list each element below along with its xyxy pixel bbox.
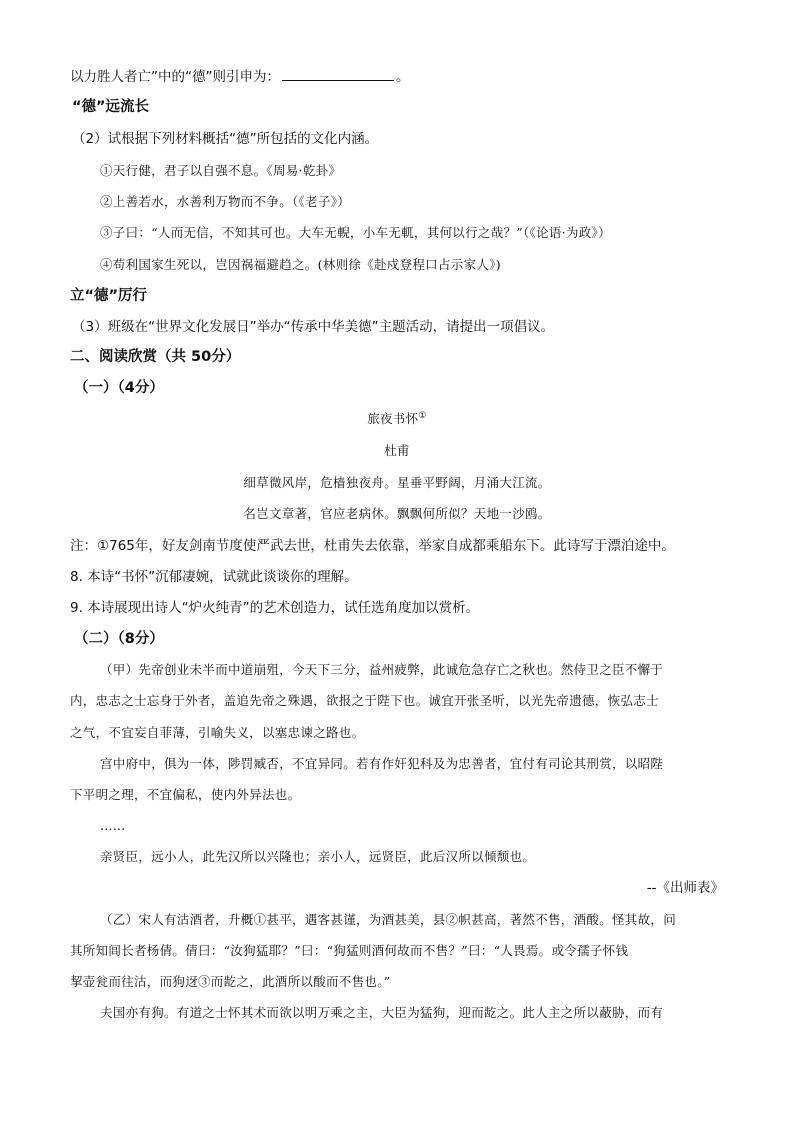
poem-author: 杜甫 xyxy=(384,443,410,458)
question-1-tail xyxy=(70,66,409,86)
material-item: ②上善若水，水善利万物而不争。（《老子》） xyxy=(100,194,351,209)
material-item: ④苟利国家生死以，岂因祸福避趋之。(林则徐《赴戍登程口占示家人》) xyxy=(100,257,501,272)
subsection-1-title: （一）（4分） xyxy=(74,380,164,396)
passage-jia-line: （甲）先帝创业未半而中道崩殂，今天下三分，益州疲弊，此诚危急存亡之秋也。然侍卫之臣不懈于 xyxy=(100,662,664,677)
question-9: 9. 本诗展现出诗人“炉火纯青”的艺术创造力，试任选角度加以赏析。 xyxy=(70,600,480,616)
passage-yi-line: （乙）宋人有沽酒者，升概①甚平，遇客甚谨，为酒甚美，县②帜甚高，著然不售，酒酸。怪其故，问 xyxy=(100,912,677,927)
material-item: ①天行健，君子以自强不息。《周易·乾卦》 xyxy=(100,163,342,178)
passage-jia-line: 宫中府中，俱为一体，陟罚臧否，不宜异同。若有作奸犯科及为忠善者，宜付有司论其刑赏，以昭陛 xyxy=(100,756,664,771)
passage-jia-line: 下平明之理，不宜偏私，使内外异法也。 xyxy=(70,787,301,802)
passage-yi-line: 夫国亦有狗。有道之士怀其术而欲以明万乘之主，大臣为猛狗，迎而龁之。此人主之所以蔽胁，而有 xyxy=(100,1005,664,1020)
passage-jia-source: --《出师表》 xyxy=(646,880,724,896)
passage-jia-line: 之气，不宜妄自菲薄，引喻失义，以塞忠谏之路也。 xyxy=(70,725,365,740)
poem-footnote: 注：①765年，好友剑南节度使严武去世，杜甫失去依靠，举家自成都乘船东下。此诗写于漂泊途中。 xyxy=(70,538,675,554)
passage-yi-line: 其所知闾长者杨倩。倩曰：“汝狗猛耶？”曰：“狗猛则酒何故而不售？”曰：“人畏焉。或令孺子怀钱 xyxy=(70,943,629,958)
poem-line-1: 细草微风岸，危樯独夜舟。星垂平野阔，月涌大江流。 xyxy=(243,475,551,490)
material-item: ③子曰：“人而无信，不知其可也。大车无輗，小车无軏，其何以行之哉？”（《论语·为政》） xyxy=(100,225,611,240)
poem-line-2: 名岂文章著，官应老病休。飘飘何所似？天地一沙鸥。 xyxy=(243,506,551,521)
passage-jia-line: 内，忠志之士忘身于外者，盖追先帝之殊遇，欲报之于陛下也。诚宜开张圣听，以光先帝遗德，恢弘志士 xyxy=(70,693,659,708)
question-2-prompt: （2）试根据下列材料概括“德”所包括的文化内涵。 xyxy=(72,131,379,147)
passage-yi-line: 挈壶瓮而往沽，而狗迓③而龁之，此酒所以酸而不售也。” xyxy=(70,974,391,989)
section-heading-de-yuan-liu-chang: “德”远流长 xyxy=(72,99,150,115)
q1-suffix: 。 xyxy=(395,69,410,85)
poem-title-text: 旅夜书怀 xyxy=(367,411,419,426)
poem-title xyxy=(0,410,794,428)
q1-prefix: 以力胜人者亡”中的“德”则引申为： xyxy=(70,69,280,85)
part-2-title: 二、阅读欣赏（共 50分） xyxy=(70,349,241,365)
passage-jia-ellipsis: …… xyxy=(100,818,126,833)
section-heading-li-de-li-xing: 立“德”厉行 xyxy=(70,288,148,304)
footnote-marker: ① xyxy=(418,410,427,421)
question-8: 8. 本诗“书怀”沉郁凄婉，试就此谈谈你的理解。 xyxy=(70,569,358,585)
subsection-2-title: （二）（8分） xyxy=(74,631,164,647)
question-3-prompt: （3）班级在“世界文化发展日”举办“传承中华美德”主题活动，请提出一项倡议。 xyxy=(72,319,555,335)
passage-jia-line: 亲贤臣，远小人，此先汉所以兴隆也；亲小人，远贤臣，此后汉所以倾颓也。 xyxy=(100,849,536,864)
answer-blank xyxy=(282,66,394,81)
